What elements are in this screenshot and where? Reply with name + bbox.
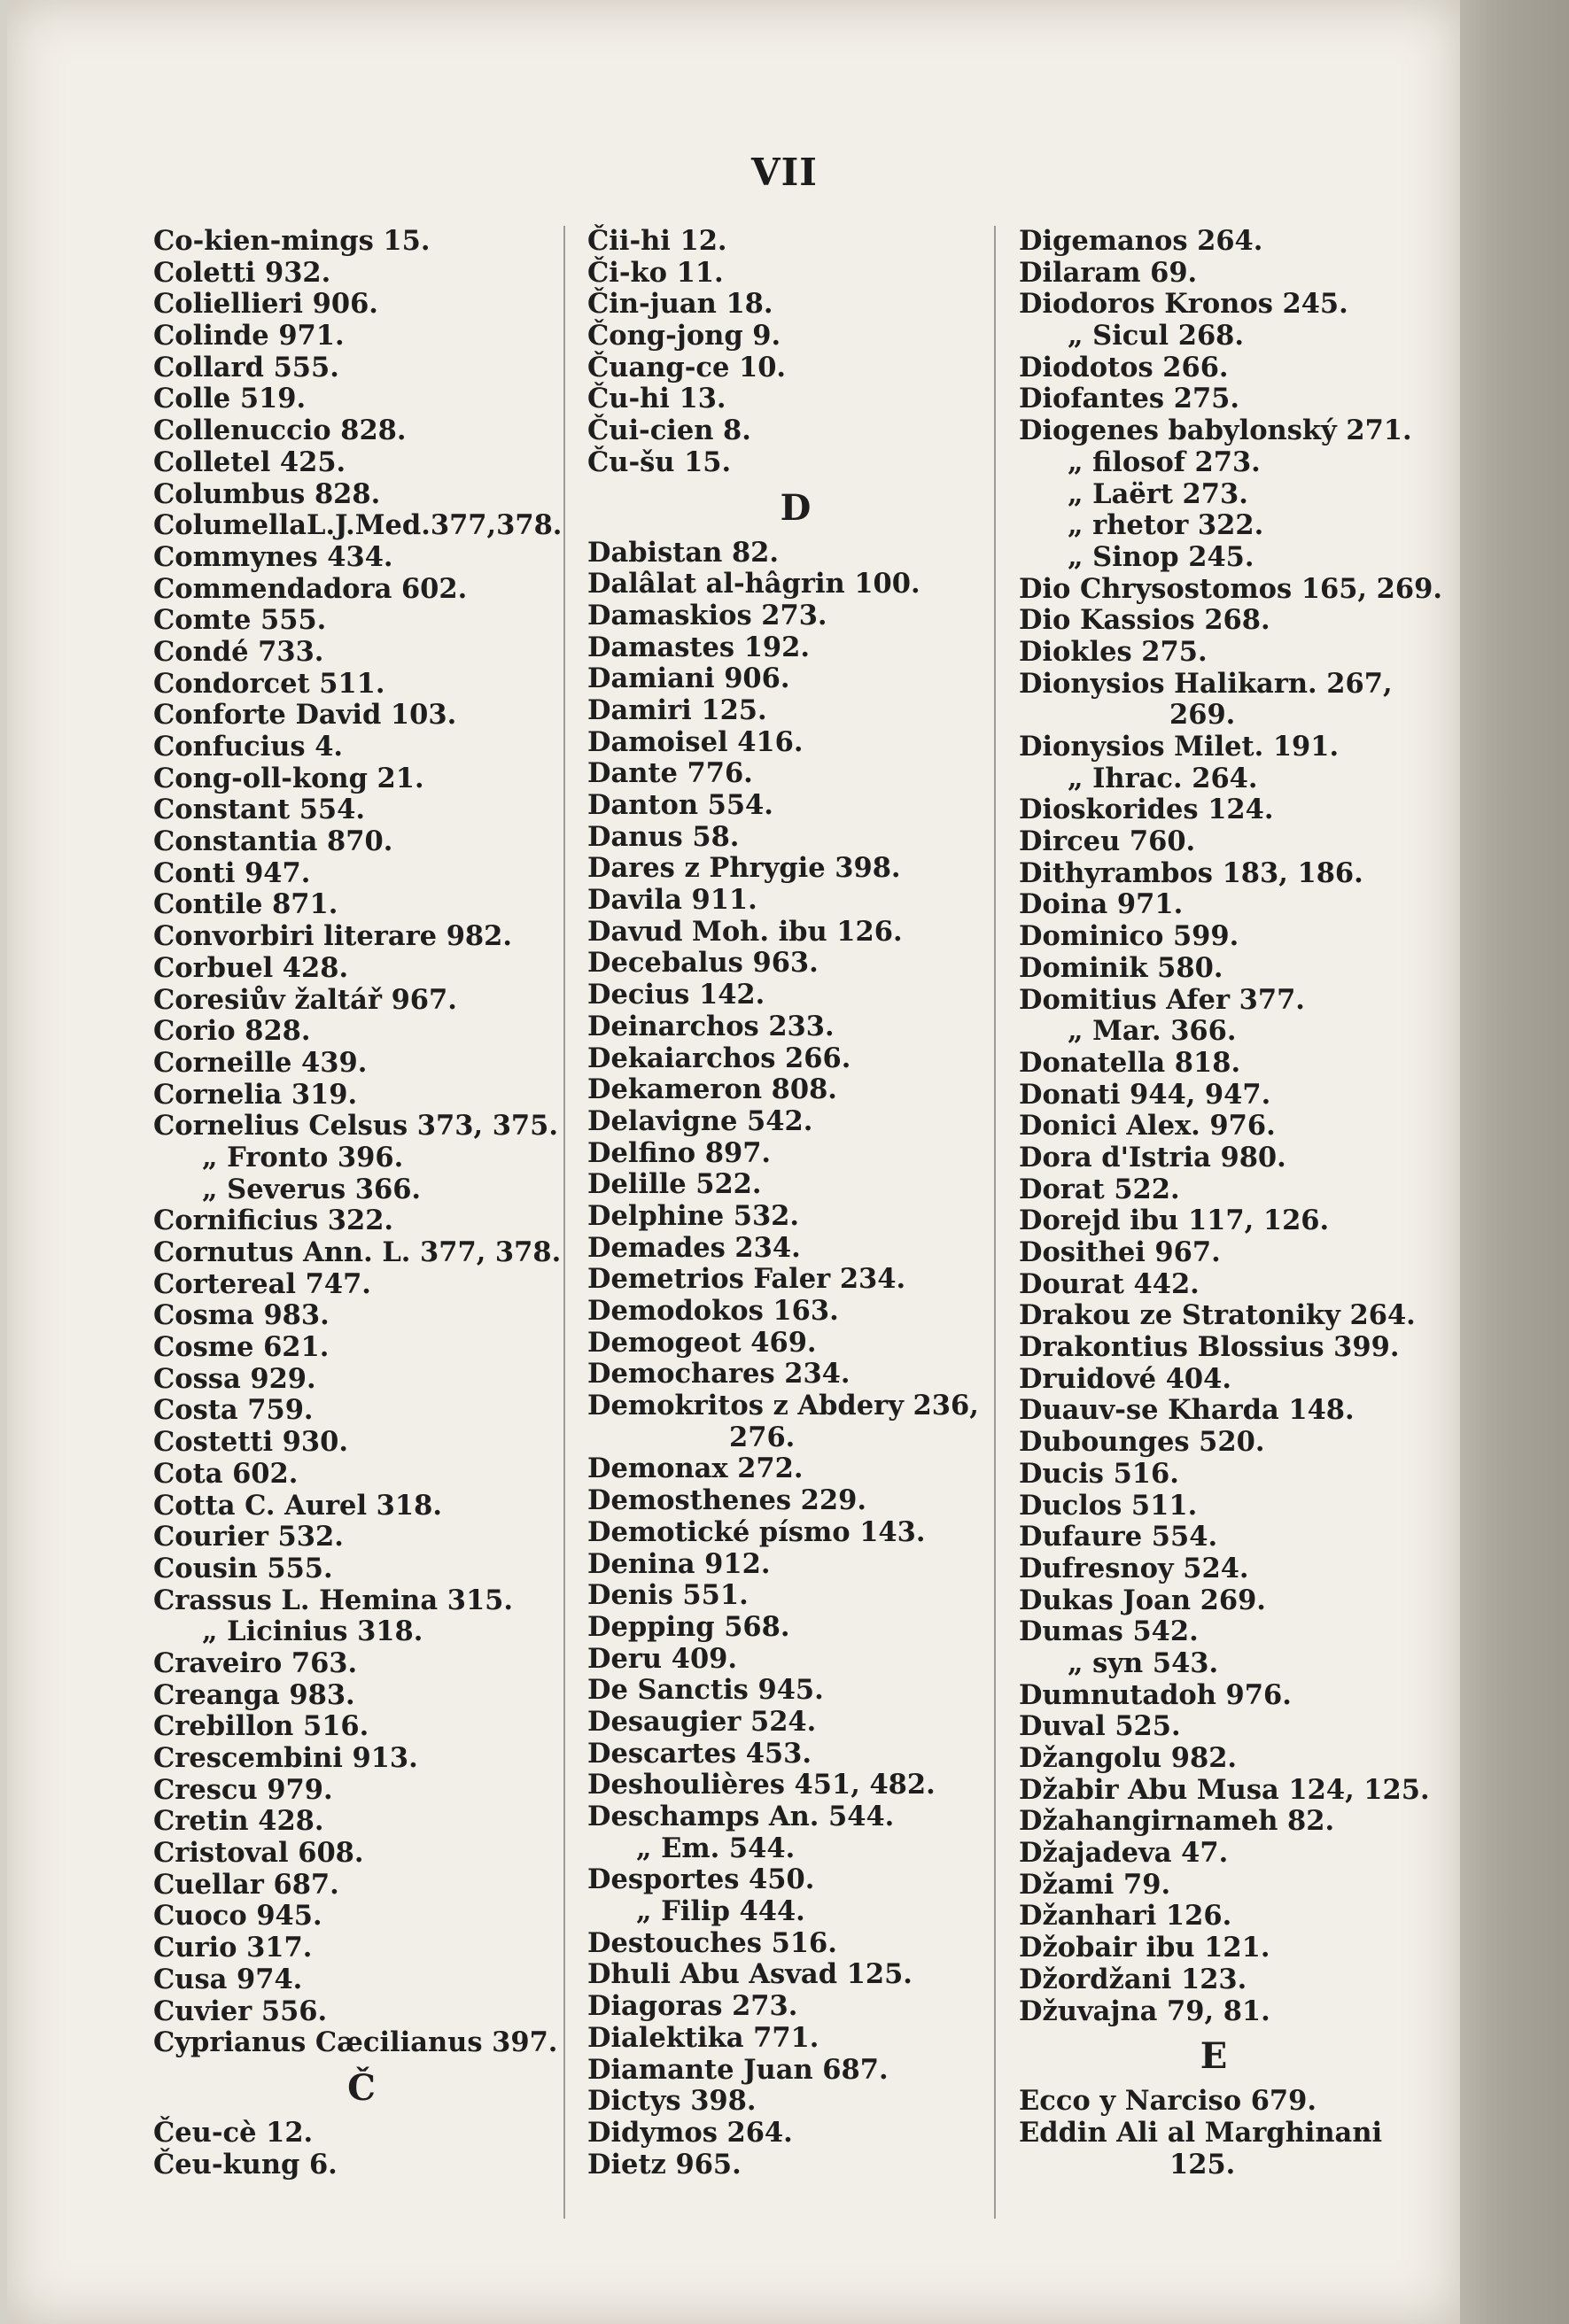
index-entry: Dilaram 69. (1019, 256, 1198, 289)
index-entry: Damoisel 416. (587, 725, 804, 758)
index-entry: Cota 602. (153, 1457, 299, 1490)
index-entry: Cosme 621. (153, 1331, 330, 1364)
index-entry: Crassus L. Hemina 315. (153, 1584, 514, 1616)
index-entry: Damastes 192. (587, 631, 810, 663)
index-entry: Dukas Joan 269. (1019, 1584, 1266, 1616)
index-entry: Cuvier 556. (153, 1995, 328, 2027)
index-entry: Crescu 979. (153, 1773, 333, 1806)
index-entry: Damiani 906. (587, 662, 790, 695)
index-entry: Delfino 897. (587, 1136, 772, 1169)
index-entry: Diogenes babylonský 271. (1019, 414, 1412, 447)
index-entry: Descartes 453. (587, 1737, 812, 1770)
index-entry: Ecco y Narciso 679. (1019, 2085, 1317, 2118)
index-entry: Condorcet 511. (153, 667, 385, 700)
index-entry: Džangolu 982. (1019, 1742, 1238, 1774)
index-entry: Creanga 983. (153, 1678, 355, 1711)
index-entry: Druidové 404. (1019, 1362, 1231, 1395)
index-entry: Džobair ibu 121. (1019, 1932, 1270, 1964)
index-entry: Ču-hi 13. (587, 383, 726, 415)
index-entry: Dares z Phrygie 398. (587, 852, 901, 885)
index-entry: Delphine 532. (587, 1199, 800, 1232)
index-entry: Dio Kassios 268. (1019, 604, 1270, 637)
section-letter: E (1200, 2035, 1228, 2078)
index-entry: Džahangirnameh 82. (1019, 1805, 1335, 1838)
index-entry: Columbus 828. (153, 477, 381, 510)
index-entry: Demotické písmo 143. (587, 1515, 926, 1548)
index-entry: Dufaure 554. (1019, 1521, 1218, 1553)
index-entry: Commendadora 602. (153, 572, 468, 605)
index-entry: Damiri 125. (587, 693, 767, 726)
index-entry: Depping 568. (587, 1610, 790, 1643)
index-entry: Constant 554. (153, 794, 365, 826)
index-entry: „ Laërt 273. (1068, 477, 1248, 510)
index-entry: Dorejd ibu 117, 126. (1019, 1205, 1330, 1237)
index-entry: „ Severus 366. (202, 1173, 422, 1205)
index-entry: Dumnutadoh 976. (1019, 1678, 1292, 1711)
index-entry: Denis 551. (587, 1579, 749, 1612)
index-entry: Cuellar 687. (153, 1868, 339, 1901)
index-entry: Dominik 580. (1019, 951, 1223, 984)
index-column-2 (587, 226, 1004, 2181)
index-entry: Digemanos 264. (1019, 225, 1263, 257)
page-number: VII (751, 151, 818, 194)
index-entry: Condé 733. (153, 635, 324, 668)
index-entry: De Sanctis 945. (587, 1674, 824, 1707)
index-entry: „ filosof 273. (1068, 445, 1261, 478)
index-entry: Damaskios 273. (587, 599, 827, 631)
index-entry: Dionysios Halikarn. 267, (1019, 667, 1393, 700)
index-entry: Dufresnoy 524. (1019, 1552, 1249, 1584)
index-entry: Dourat 442. (1019, 1267, 1200, 1300)
index-entry: Dosithei 967. (1019, 1236, 1221, 1268)
index-entry: Deschamps An. 544. (587, 1801, 895, 1832)
index-entry: Demogeot 469. (587, 1326, 817, 1359)
index-entry: „ Mar. 366. (1068, 1015, 1237, 1048)
index-entry: Donici Alex. 976. (1019, 1110, 1276, 1143)
index-column-3 (1019, 225, 1442, 2181)
index-entry: „ Fronto 396. (202, 1141, 404, 1174)
index-entry: Cosma 983. (153, 1299, 330, 1332)
index-entry: Dietz 965. (587, 2148, 742, 2181)
index-entry: Decebalus 963. (587, 947, 819, 980)
index-entry-continuation: 276. (729, 1421, 796, 1453)
index-entry: Cristoval 608. (153, 1837, 364, 1870)
index-entry: Cousin 555. (153, 1552, 333, 1584)
index-entry: Duclos 511. (1019, 1489, 1198, 1522)
index-entry: Dumas 542. (1019, 1615, 1199, 1648)
index-entry: Cong-oll-kong 21. (153, 762, 424, 794)
index-entry: Dekaiarchos 266. (587, 1042, 851, 1074)
index-entry: Čui-cien 8. (587, 414, 751, 447)
index-entry: Cusa 974. (153, 1963, 303, 1995)
index-entry: Či-ko 11. (587, 256, 724, 289)
index-entry: Čuang-ce 10. (587, 351, 787, 383)
index-entry: „ Sicul 268. (1068, 320, 1245, 352)
index-entry: Delille 522. (587, 1168, 762, 1201)
index-entry: Corio 828. (153, 1015, 311, 1048)
index-entry: Curio 317. (153, 1932, 313, 1964)
index-entry: Davud Moh. ibu 126. (587, 915, 903, 948)
index-entry: Dominico 599. (1019, 920, 1239, 953)
index-entry: Donatella 818. (1019, 1046, 1241, 1079)
index-entry: Cotta C. Aurel 318. (153, 1489, 442, 1522)
index-entry: Denina 912. (587, 1547, 771, 1580)
index-entry: Dante 776. (587, 757, 753, 790)
index-entry: Deru 409. (587, 1642, 738, 1675)
index-entry: Colinde 971. (153, 320, 345, 352)
index-entry: Destouches 516. (587, 1926, 837, 1959)
index-entry: Eddin Ali al Marghinani (1019, 2116, 1383, 2149)
index-entry: Diagoras 273. (587, 1990, 798, 2023)
index-entry: Džuvajna 79, 81. (1019, 1995, 1270, 2027)
index-entry: Costa 759. (153, 1394, 314, 1427)
index-entry: Cossa 929. (153, 1362, 316, 1395)
index-entry: Džanhari 126. (1019, 1900, 1232, 1933)
index-entry: Cornutus Ann. L. 377, 378. (153, 1236, 562, 1268)
index-entry: Demonax 272. (587, 1452, 804, 1485)
index-entry: Dioskorides 124. (1019, 794, 1274, 826)
index-entry: Diokles 275. (1019, 635, 1208, 668)
index-entry: Diamante Juan 687. (587, 2053, 889, 2086)
index-entry: „ Licinius 318. (202, 1615, 423, 1648)
index-entry: Corbuel 428. (153, 951, 349, 984)
index-entry: Drakou ze Stratoniky 264. (1019, 1299, 1416, 1332)
index-entry: Cyprianus Cæcilianus 397. (153, 2026, 558, 2059)
index-entry: Collard 555. (153, 351, 339, 383)
index-entry: Cortereal 747. (153, 1267, 371, 1300)
index-entry: Conti 947. (153, 856, 311, 889)
index-entry: Donati 944, 947. (1019, 1078, 1271, 1111)
index-entry: Collenuccio 828. (153, 414, 407, 447)
index-entry: Dictys 398. (587, 2085, 757, 2118)
section-letter: D (780, 486, 812, 529)
index-entry: Dionysios Milet. 191. (1019, 731, 1340, 763)
index-entry: Cornelia 319. (153, 1078, 358, 1111)
index-entry: Dithyrambos 183, 186. (1019, 856, 1363, 889)
index-entry: Čin-juan 18. (587, 288, 773, 321)
index-entry: Duval 525. (1019, 1710, 1181, 1743)
index-entry: Cornificius 322. (153, 1205, 394, 1237)
index-entry: Crebillon 516. (153, 1710, 369, 1743)
index-entry: Demodokos 163. (587, 1295, 839, 1327)
index-entry: Čeu-kung 6. (153, 2148, 338, 2181)
index-entry: Desportes 450. (587, 1863, 815, 1896)
index-entry: Džabir Abu Musa 124, 125. (1019, 1773, 1430, 1806)
index-entry: Dorat 522. (1019, 1173, 1180, 1205)
index-entry: Diodoros Kronos 245. (1019, 288, 1348, 321)
index-entry: Convorbiri literare 982. (153, 920, 512, 953)
index-entry: Drakontius Blossius 399. (1019, 1331, 1400, 1364)
page-edge-shadow (1460, 0, 1569, 2324)
index-entry: Dhuli Abu Asvad 125. (587, 1958, 913, 1991)
index-entry: Delavigne 542. (587, 1104, 813, 1137)
index-entry: Dubounges 520. (1019, 1426, 1265, 1459)
index-entry: Demosthenes 229. (587, 1484, 866, 1517)
index-entry: Dekameron 808. (587, 1073, 837, 1106)
index-column-1 (153, 226, 570, 2181)
index-entry: Desaugier 524. (587, 1705, 817, 1738)
index-entry: Džajadeva 47. (1019, 1837, 1229, 1870)
index-entry: Coliellieri 906. (153, 288, 378, 321)
index-entry: Cornelius Celsus 373, 375. (153, 1110, 558, 1143)
index-entry: Cuoco 945. (153, 1900, 322, 1933)
index-entry: Co-kien-mings 15. (153, 225, 431, 257)
index-entry: Diofantes 275. (1019, 383, 1240, 415)
index-entry: „ rhetor 322. (1068, 509, 1264, 542)
index-entry: Demokritos z Abdery 236, (587, 1390, 979, 1422)
index-entry: Costetti 930. (153, 1426, 348, 1459)
index-entry: Džordžani 123. (1019, 1963, 1247, 1995)
index-entry: Colletel 425. (153, 445, 346, 478)
index-entry: Craveiro 763. (153, 1646, 358, 1679)
index-entry: Coresiův žaltář 967. (153, 983, 457, 1016)
index-entry: Didymos 264. (587, 2116, 793, 2149)
index-entry: Confucius 4. (153, 731, 344, 763)
index-entry: Duauv-se Kharda 148. (1019, 1394, 1355, 1427)
index-entry: Conforte David 103. (153, 699, 457, 732)
index-entry: Domitius Afer 377. (1019, 983, 1305, 1016)
index-entry: Comte 555. (153, 604, 327, 637)
index-entry: Davila 911. (587, 884, 757, 917)
index-entry: Colle 519. (153, 383, 307, 415)
index-entry: „ Em. 544. (636, 1832, 796, 1864)
index-entry: Dio Chrysostomos 165, 269. (1019, 572, 1442, 605)
index-entry: Diodotos 266. (1019, 351, 1229, 383)
index-entry: Ču-šu 15. (587, 445, 732, 478)
index-entry: Constantia 870. (153, 825, 393, 858)
index-entry: Demetrios Faler 234. (587, 1263, 906, 1296)
index-entry: Dora d'Istria 980. (1019, 1141, 1286, 1174)
index-entry: Deinarchos 233. (587, 1010, 835, 1042)
index-entry: „ Sinop 245. (1068, 540, 1254, 573)
index-entry: Dalâlat al-hâgrin 100. (587, 568, 920, 600)
index-entry: ColumellaL.J.Med.377,378. (153, 509, 563, 542)
index-entry: „ syn 543. (1068, 1646, 1219, 1679)
index-entry: Coletti 932. (153, 256, 331, 289)
index-entry: Cretin 428. (153, 1805, 324, 1838)
index-entry: Demochares 234. (587, 1358, 851, 1391)
index-entry: Danus 58. (587, 820, 740, 853)
index-entry: Čii-hi 12. (587, 225, 727, 257)
index-entry: Ducis 516. (1019, 1457, 1179, 1490)
index-entry: Čong-jong 9. (587, 320, 781, 352)
index-entry: Courier 532. (153, 1521, 344, 1553)
index-entry-continuation: 269. (1169, 699, 1236, 732)
index-entry: Contile 871. (153, 888, 338, 921)
index-entry: Commynes 434. (153, 540, 393, 573)
index-entry: Doina 971. (1019, 888, 1184, 921)
index-entry: „ Ihrac. 264. (1068, 762, 1258, 794)
index-entry: Čeu-cè 12. (153, 2116, 314, 2149)
index-entry: Dialektika 771. (587, 2021, 819, 2054)
index-entry: Corneille 439. (153, 1046, 368, 1079)
index-entry: Crescembini 913. (153, 1742, 418, 1774)
index-entry: Demades 234. (587, 1231, 801, 1264)
index-entry: Deshoulières 451, 482. (587, 1769, 936, 1801)
section-letter: Č (347, 2066, 376, 2109)
index-entry: Džami 79. (1019, 1868, 1171, 1901)
index-entry: „ Filip 444. (636, 1895, 805, 1928)
index-entry-continuation: 125. (1169, 2148, 1236, 2181)
index-entry: Dabistan 82. (587, 536, 780, 569)
index-entry: Danton 554. (587, 789, 773, 821)
index-entry: Decius 142. (587, 979, 765, 1011)
index-entry: Dirceu 760. (1019, 825, 1196, 858)
